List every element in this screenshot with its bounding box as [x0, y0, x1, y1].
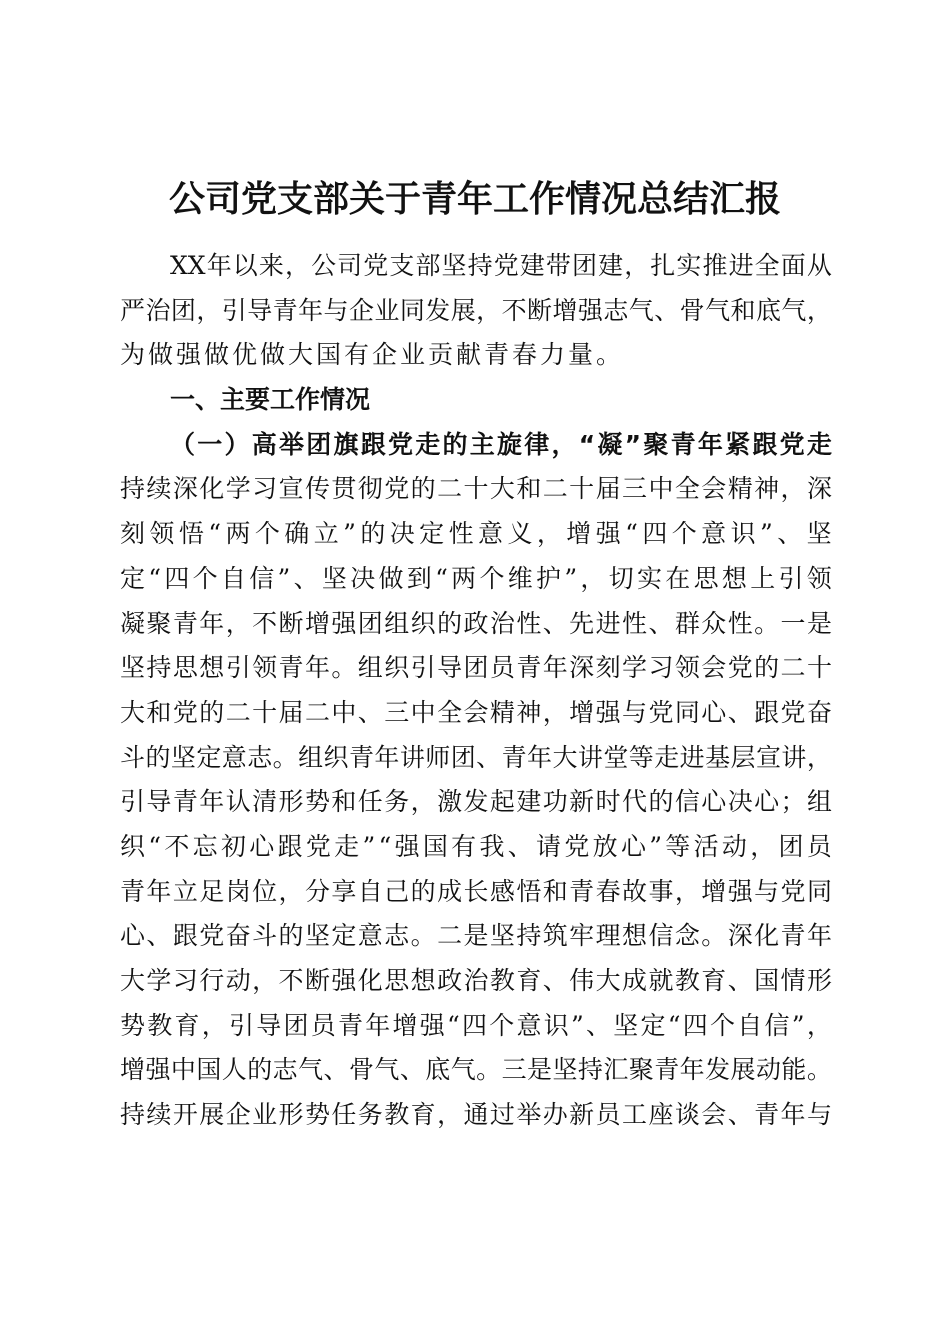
- paragraph-line: 严 治 团 ， 引 导 青 年 与 企 业 同 发 展 ， 不 断 增 强 志 气 、 骨 气 和 底 气 ，: [120, 295, 832, 325]
- paragraph-line: 大 和 党 的 二 十 届 二 中 、 三 中 全 会 精 神 ， 增 强 与 党 同 心 、 跟 党 奋: [120, 697, 832, 727]
- paragraph-line: 青 年 立 足 岗 位 ， 分 享 自 己 的 成 长 感 悟 和 青 春 故 事 ， 增 强 与 党 同: [120, 876, 832, 906]
- paragraph-line: 心 、 跟 党 奋 斗 的 坚 定 意 志 。 二 是 坚 持 筑 牢 理 想 信 念 。 深 化 青 年: [120, 921, 832, 951]
- paragraph-line: 大 学 习 行 动 ， 不 断 强 化 思 想 政 治 教 育 、 伟 大 成 就 教 育 、 国 情 形: [120, 966, 832, 995]
- paragraph-line: 定 “ 四 个 自 信 ” 、 坚 决 做 到 “ 两 个 维 护 ” ， 切 实 在 思 想 上 引 领: [120, 563, 832, 593]
- paragraph-line: 坚 持 思 想 引 领 青 年 。 组 织 引 导 团 员 青 年 深 刻 学 习 领 会 党 的 二 十: [120, 653, 832, 683]
- paragraph-line: 持 续 开 展 企 业 形 势 任 务 教 育 ， 通 过 举 办 新 员 工 座 谈 会 、 青 年 与: [120, 1100, 832, 1130]
- paragraph-line: 增 强 中 国 人 的 志 气 、 骨 气 、 底 气 。 三 是 坚 持 汇 聚 青 年 发 展 动 能 。: [120, 1055, 832, 1085]
- paragraph-line: 凝 聚 青 年 ， 不 断 增 强 团 组 织 的 政 治 性 、 先 进 性 、 群 众 性 。 一 是: [120, 608, 832, 638]
- section-heading-line: 一、主要工作情况: [170, 385, 371, 415]
- document-title: 公司党支部关于青年工作情况总结汇报: [168, 179, 781, 220]
- document-body: [120, 244, 832, 1138]
- section-heading-line: （ 一 ） 高 举 团 旗 跟 党 走 的 主 旋 律 ， “ 凝 ” 聚 青 年 紧 跟 党 走: [170, 429, 832, 459]
- paragraph-line: 势 教 育 ， 引 导 团 员 青 年 增 强 “ 四 个 意 识 ” 、 坚 定 “ 四 个 自 信 ” ，: [120, 1010, 832, 1040]
- paragraph-line: 织 “ 不 忘 初 心 跟 党 走 ” “ 强 国 有 我 、 请 党 放 心 ” 等 活 动 ， 团 员: [120, 831, 832, 861]
- paragraph-line: XX 年 以 来 ， 公 司 党 支 部 坚 持 党 建 带 团 建 ， 扎 实 推 进 全 面 从: [170, 251, 832, 280]
- paragraph-line: 持 续 深 化 学 习 宣 传 贯 彻 党 的 二 十 大 和 二 十 届 三 中 全 会 精 神 ， 深: [120, 474, 832, 504]
- paragraph-line: 为做强做优做大国有企业贡献青春力量。: [120, 340, 625, 370]
- paragraph-line: 斗 的 坚 定 意 志 。 组 织 青 年 讲 师 团 、 青 年 大 讲 堂 等 走 进 基 层 宣 讲 ，: [120, 742, 832, 772]
- paragraph-line: 引 导 青 年 认 清 形 势 和 任 务 ， 激 发 起 建 功 新 时 代 的 信 心 决 心 ； 组: [120, 787, 832, 817]
- paragraph-line: 刻 领 悟 “ 两 个 确 立 ” 的 决 定 性 意 义 ， 增 强 “ 四 个 意 识 ” 、 坚: [120, 519, 832, 549]
